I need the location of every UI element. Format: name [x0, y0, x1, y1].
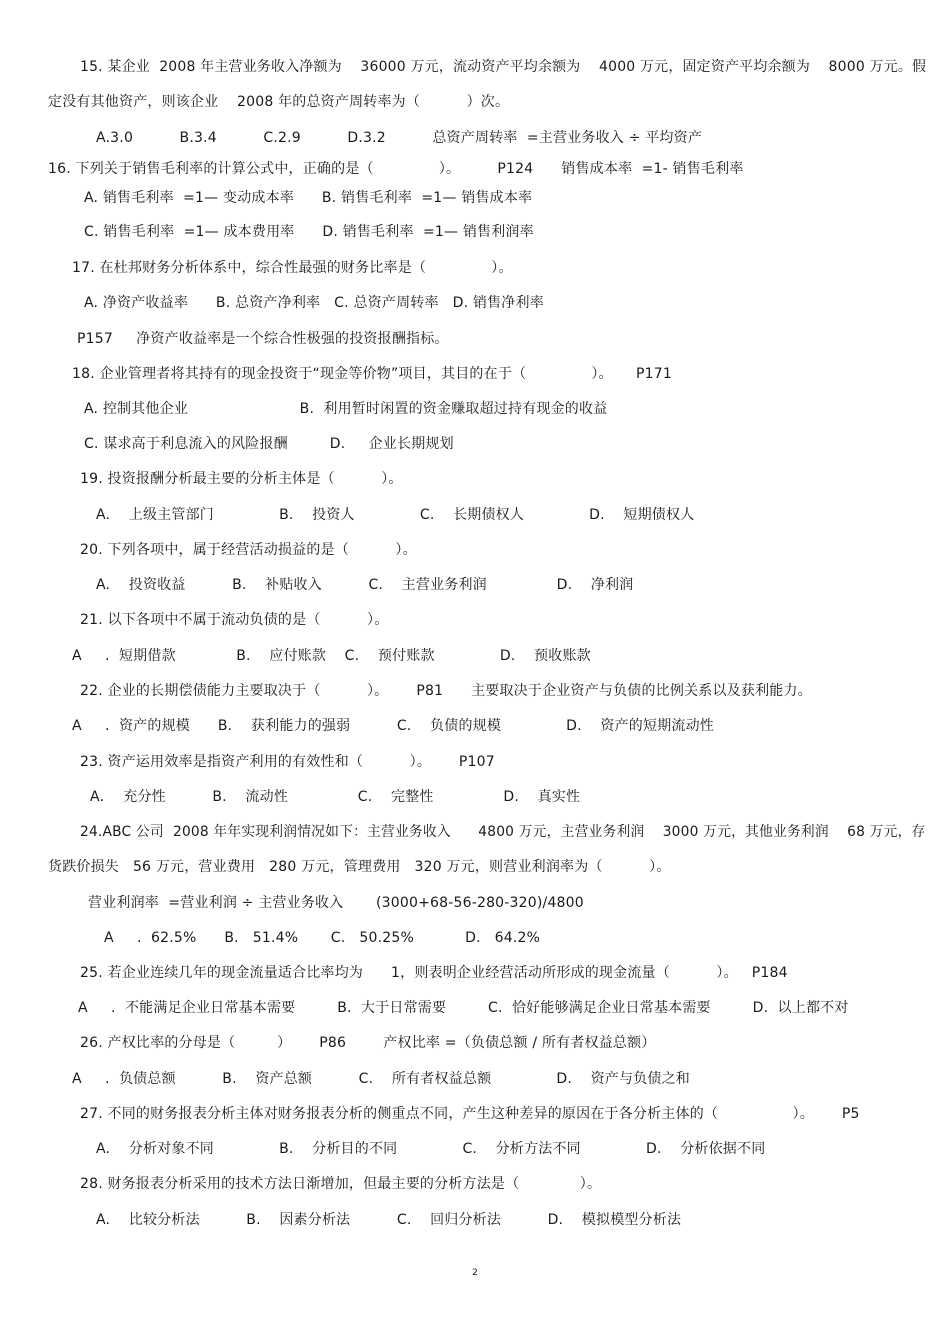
q20-options: A. 投资收益 B. 补贴收入 C. 主营业务利润 D. 净利润 — [96, 577, 634, 593]
q17-options: A. 净资产收益率 B. 总资产净利率 C. 总资产周转率 D. 销售净利率 — [84, 295, 544, 311]
q24-line-2: 货跌价损失 56 万元，营业费用 280 万元，管理费用 320 万元，则营业利润率为（ ）。 — [48, 859, 671, 875]
q15-options: A.3.0 B.3.4 C.2.9 D.3.2 总资产周转率 =主营业务收入 ÷ 平均资产 — [96, 130, 703, 146]
q27-options: A. 分析对象不同 B. 分析目的不同 C. 分析方法不同 D. 分析依据不同 — [96, 1141, 766, 1157]
q18-options-cd: C. 谋求高于利息流入的风险报酬 D. 企业长期规划 — [84, 436, 454, 452]
q21-question: 21. 以下各项中不属于流动负债的是（ ）。 — [80, 612, 389, 628]
q22-question: 22. 企业的长期偿债能力主要取决于（ ）。 P81 主要取决于企业资产与负债的比例关系以及获利能力。 — [80, 683, 812, 699]
q16-question: 16. 下列关于销售毛利率的计算公式中，正确的是（ ）。 P124 销售成本率 =1- 销售毛利率 — [48, 161, 744, 177]
q17-note: P157 净资产收益率是一个综合性极强的投资报酬指标。 — [77, 331, 449, 347]
q15-line-2: 定没有其他资产，则该企业 2008 年的总资产周转率为（ ）次。 — [48, 94, 510, 110]
q16-options-cd: C. 销售毛利率 =1— 成本费用率 D. 销售毛利率 =1— 销售利润率 — [84, 224, 534, 240]
q16-options-ab: A. 销售毛利率 =1— 变动成本率 B. 销售毛利率 =1— 销售成本率 — [84, 190, 533, 206]
q19-options: A. 上级主管部门 B. 投资人 C. 长期债权人 D. 短期债权人 — [96, 507, 695, 523]
q26-options: A . 负债总额 B. 资产总额 C. 所有者权益总额 D. 资产与负债之和 — [72, 1071, 690, 1087]
q26-question: 26. 产权比率的分母是（ ） P86 产权比率 =（负债总额 / 所有者权益总额） — [80, 1035, 656, 1051]
q20-question: 20. 下列各项中，属于经营活动损益的是（ ）。 — [80, 542, 417, 558]
page-number: 2 — [472, 1268, 478, 1278]
q23-question: 23. 资产运用效率是指资产利用的有效性和（ ）。 P107 — [80, 754, 495, 770]
q18-question: 18. 企业管理者将其持有的现金投资于“现金等价物”项目，其目的在于（ ）。 P171 — [72, 366, 672, 382]
q24-line-1: 24.ABC 公司 2008 年年实现利润情况如下：主营业务收入 4800 万元，主营业务利润 3000 万元，其他业务利润 68 万元，存 — [80, 824, 926, 840]
q24-options: A . 62.5% B. 51.4% C. 50.25% D. 64.2% — [104, 930, 541, 946]
q28-options: A. 比较分析法 B. 因素分析法 C. 回归分析法 D. 模拟模型分析法 — [96, 1212, 682, 1228]
q27-question: 27. 不同的财务报表分析主体对财务报表分析的侧重点不同，产生这种差异的原因在于各分析主体的（ ）。 P5 — [80, 1106, 860, 1122]
q17-question: 17. 在杜邦财务分析体系中，综合性最强的财务比率是（ ）。 — [72, 260, 513, 276]
q25-question: 25. 若企业连续几年的现金流量适合比率均为 1，则表明企业经营活动所形成的现金流量（ ）。 P184 — [80, 965, 788, 981]
q28-question: 28. 财务报表分析采用的技术方法日渐增加，但最主要的分析方法是（ ）。 — [80, 1176, 602, 1192]
q18-options-ab: A. 控制其他企业 B. 利用暂时闲置的资金赚取超过持有现金的收益 — [84, 401, 608, 417]
q23-options: A． 充分性 B. 流动性 C. 完整性 D. 真实性 — [90, 789, 581, 805]
q15-line-1: 15. 某企业 2008 年主营业务收入净额为 36000 万元，流动资产平均余额为 4000 万元，固定资产平均余额为 8000 万元。假 — [80, 59, 927, 75]
q24-formula: 营业利润率 =营业利润 ÷ 主营业务收入 (3000+68-56-280-320)/4800 — [88, 895, 584, 911]
q21-options: A . 短期借款 B. 应付账款 C. 预付账款 D. 预收账款 — [72, 648, 591, 664]
q25-options: A . 不能满足企业日常基本需要 B. 大于日常需要 C. 恰好能够满足企业日常基本需要 D. 以上都不对 — [78, 1000, 849, 1016]
q19-question: 19. 投资报酬分析最主要的分析主体是（ ）。 — [80, 471, 403, 487]
q22-options: A . 资产的规模 B. 获利能力的强弱 C. 负债的规模 D. 资产的短期流动性 — [72, 718, 714, 734]
